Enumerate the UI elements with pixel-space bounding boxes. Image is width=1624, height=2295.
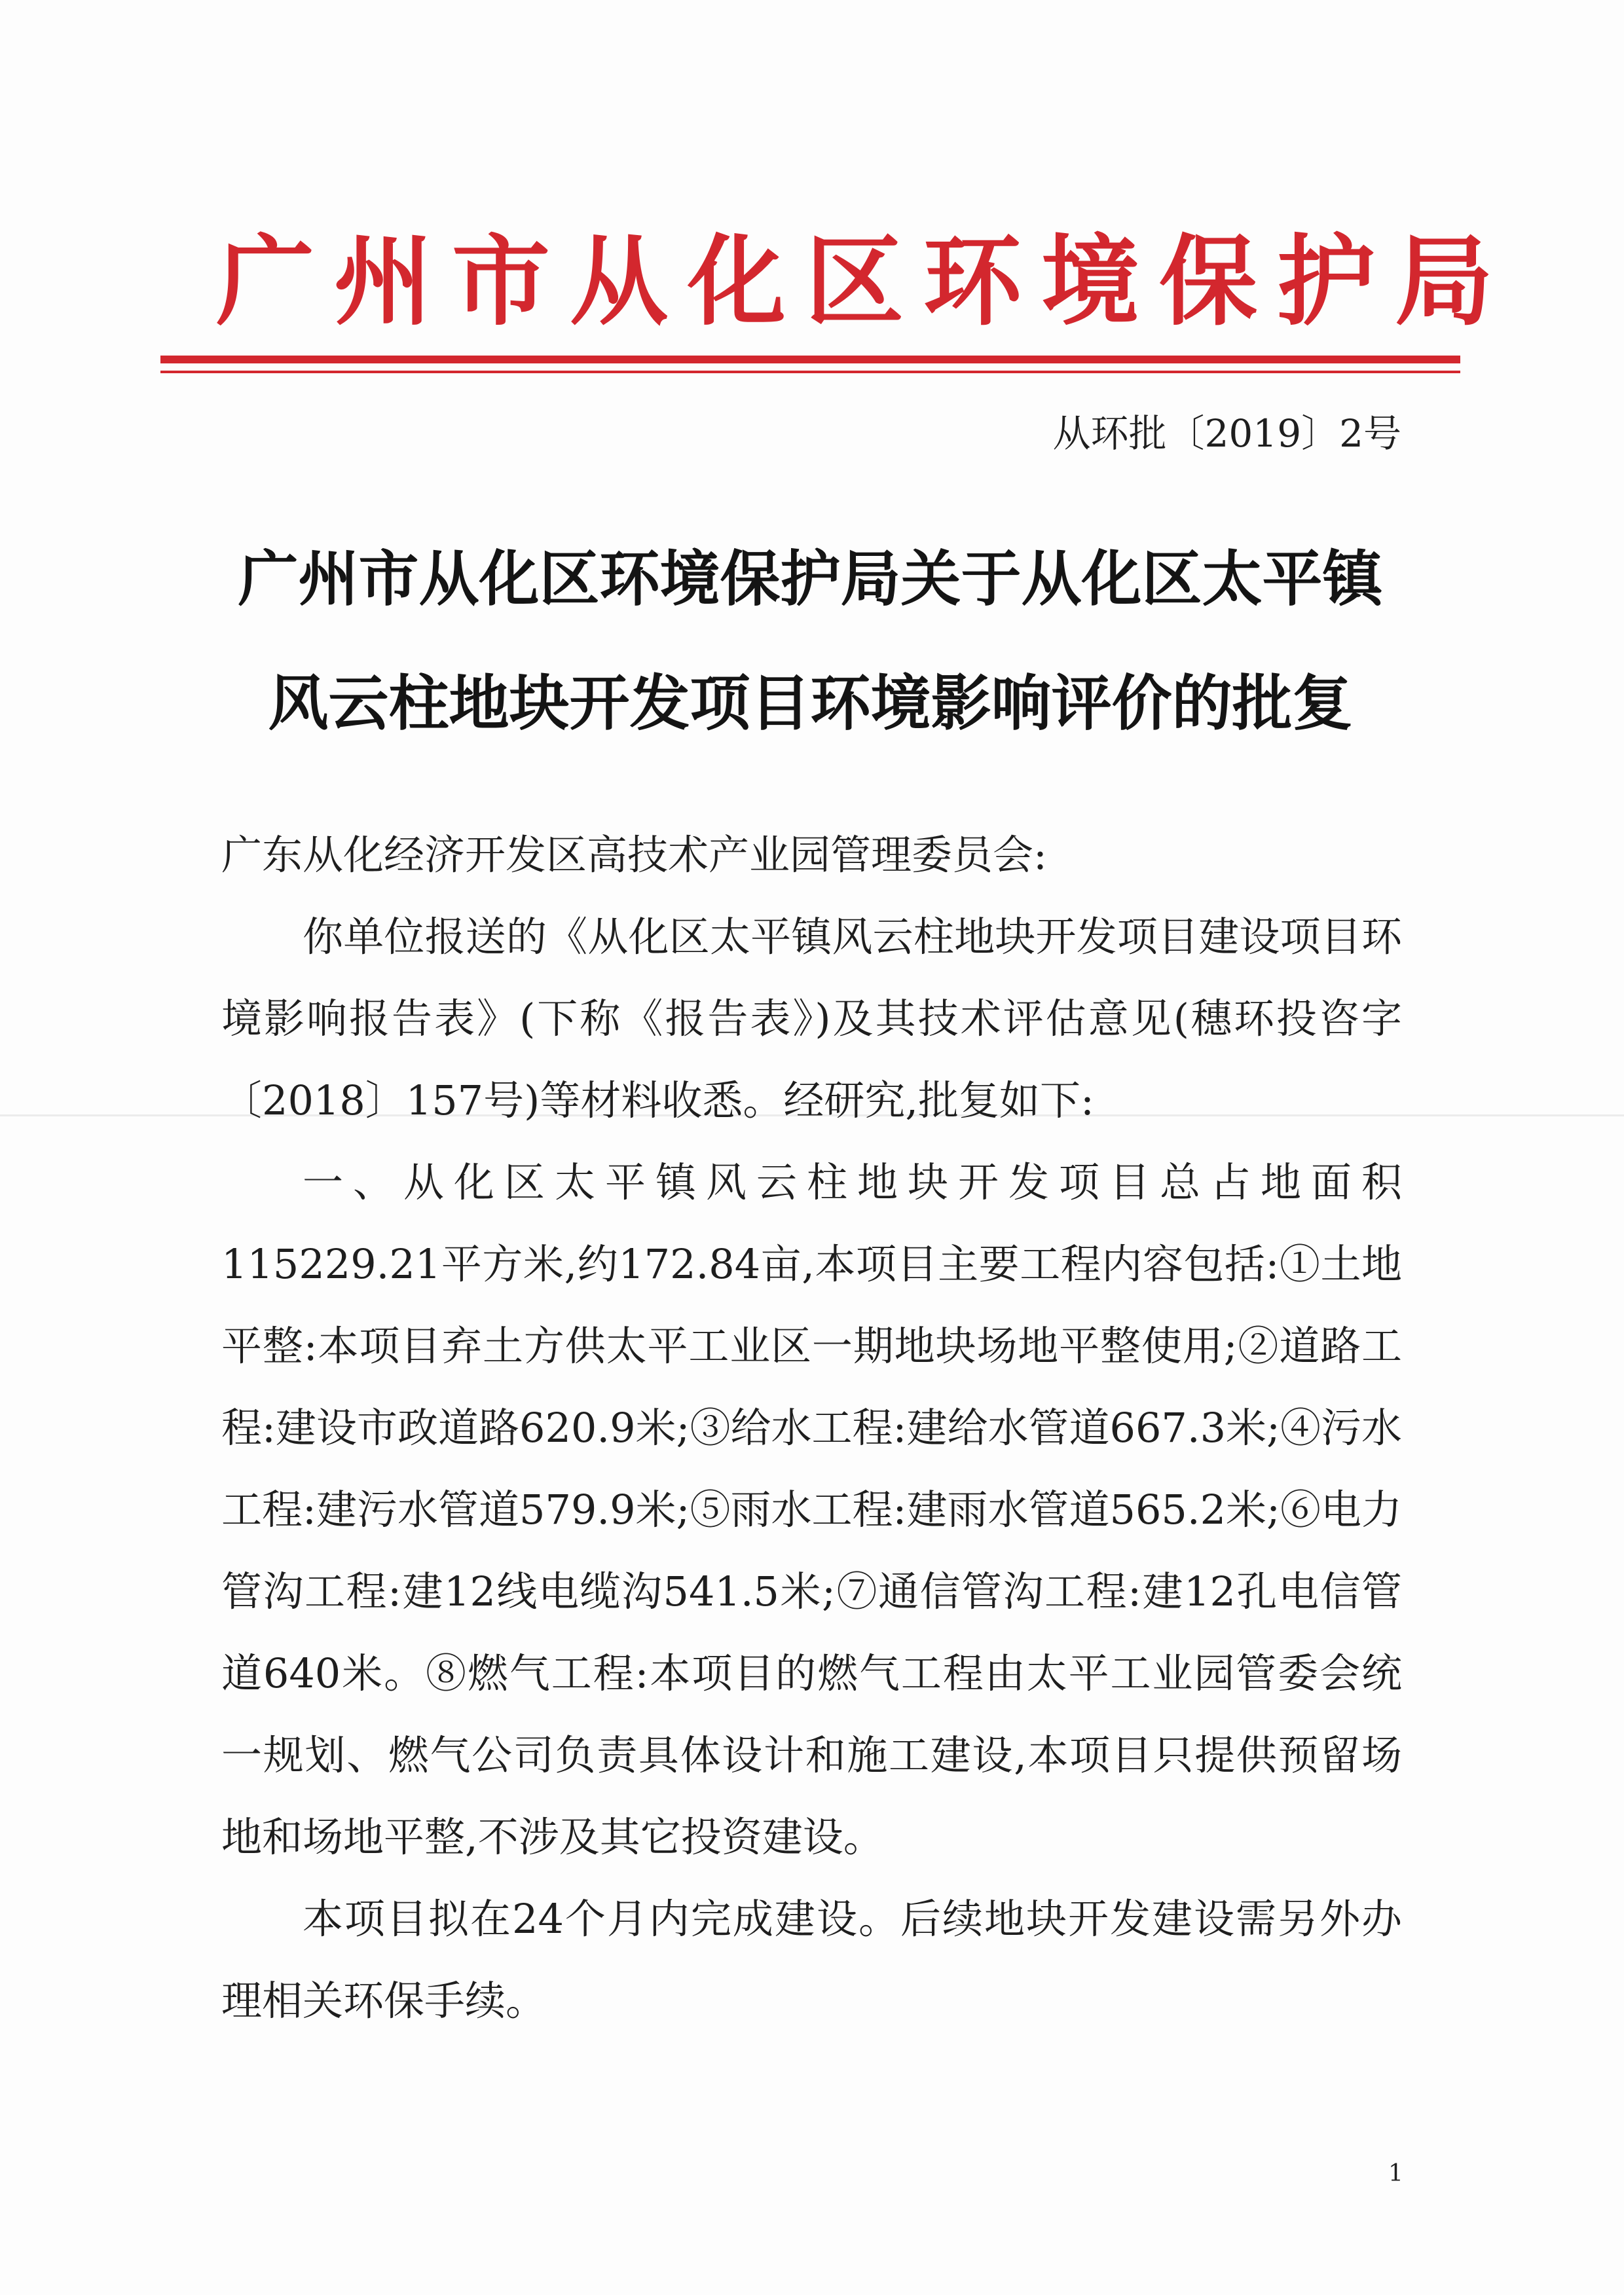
issuing-authority-title: 广州市从化区环境保护局 [216, 224, 1513, 339]
body-paragraph-1: 你单位报送的《从化区太平镇风云柱地块开发项目建设项目环境影响报告表》(下称《报告表》)及其技术评估意见(穗环投咨字〔2018〕157号)等材料收悉。经研究,批复如下: [221, 913, 1402, 1124]
document-heading-line-2: 风云柱地块开发项目环境影响评价的批复 [268, 669, 1353, 739]
document-number: 从环批〔2019〕2号 [1052, 411, 1401, 456]
body-paragraph-2: 一、从化区太平镇风云柱地块开发项目总占地面积115229.21平方米,约172.84亩,本项目主要工程内容包括:①土地平整:本项目弃土方供太平工业区一期地块场地平整使用;②道路工程:建设市政道路620.9米;③给水工程:建给水管道667.3米;④污水工程:建污水管道579.9米;⑤雨水工程:建雨水管道565.2米;⑥电力管沟工程:建12线电缆沟541.5米;⑦通信管沟工程:建12孔电信管道640米。⑧燃气工程:本项目的燃气工程由太平工业园管委会统一规划、燃气公司负责具体设计和施工建设,本项目只提供预留场地和场地平整,不涉及其它投资建设。 [221, 1158, 1402, 1861]
red-header-rule-thin [160, 371, 1460, 373]
document-heading [160, 517, 1460, 766]
body-paragraph-3: 本项目拟在24个月内完成建设。后续地块开发建设需另外办理相关环保手续。 [221, 1895, 1402, 2025]
document-body [221, 814, 1402, 2042]
salutation: 广东从化经济开发区高技术产业园管理委员会: [221, 831, 1047, 879]
page-number: 1 [1388, 2160, 1403, 2187]
document-heading-line-1: 广州市从化区环境保护局关于从化区太平镇 [238, 544, 1383, 614]
red-header-rule-thick [160, 356, 1460, 363]
